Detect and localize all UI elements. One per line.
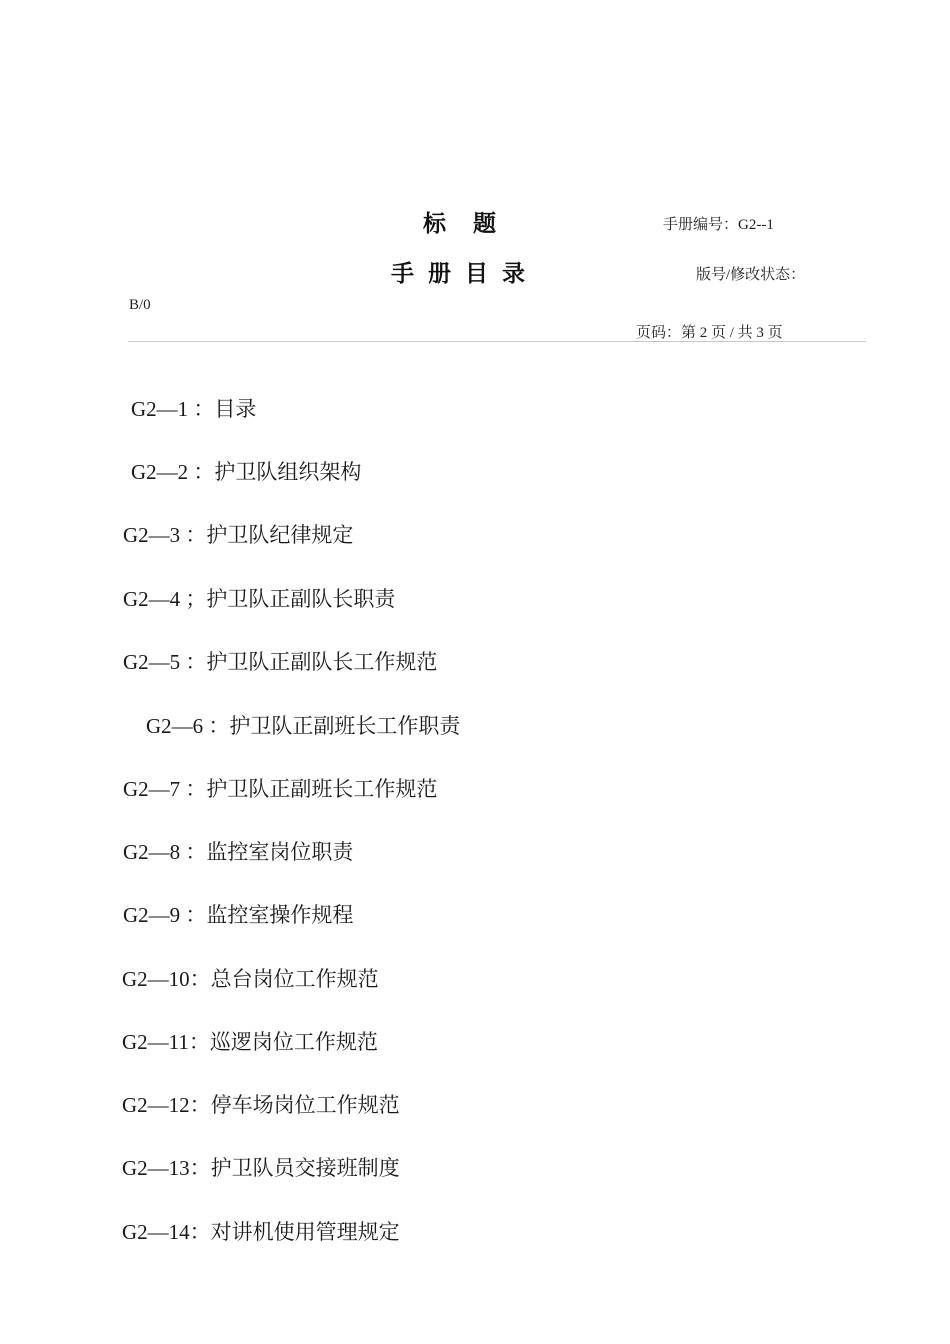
toc-item: G2—2 ：护卫队组织架构 xyxy=(131,460,362,484)
toc-item: G2—8 ：监控室岗位职责 xyxy=(123,840,354,864)
header-subtitle: 手 册 目 录 xyxy=(391,261,529,287)
toc-item: G2—7 ：护卫队正副班长工作规范 xyxy=(123,777,438,801)
toc-item: G2—3 ：护卫队纪律规定 xyxy=(123,523,354,547)
version-label: 版号/修改状态： xyxy=(696,267,806,283)
toc-item: G2—14：对讲机使用管理规定 xyxy=(122,1220,400,1244)
toc-item: G2—12：停车场岗位工作规范 xyxy=(122,1093,400,1117)
toc-item: G2—13：护卫队员交接班制度 xyxy=(122,1156,400,1180)
header-title: 标 题 xyxy=(423,211,498,237)
manual-number: 手册编号：G2--1 xyxy=(663,217,774,233)
toc-item: G2—9 ：监控室操作规程 xyxy=(123,903,354,927)
page-info: 页码：第 2 页 / 共 3 页 xyxy=(636,325,783,341)
version-value: B/0 xyxy=(129,297,151,313)
toc-item: G2—1 ：目录 xyxy=(131,397,257,421)
toc-item: G2—11：巡逻岗位工作规范 xyxy=(122,1030,378,1054)
toc-item: G2—4 ；护卫队正副队长职责 xyxy=(123,587,396,611)
toc-item: G2—6 ：护卫队正副班长工作职责 xyxy=(146,714,461,738)
header-divider xyxy=(128,341,866,342)
toc-item: G2—5 ：护卫队正副队长工作规范 xyxy=(123,650,438,674)
toc-item: G2—10：总台岗位工作规范 xyxy=(122,967,379,991)
